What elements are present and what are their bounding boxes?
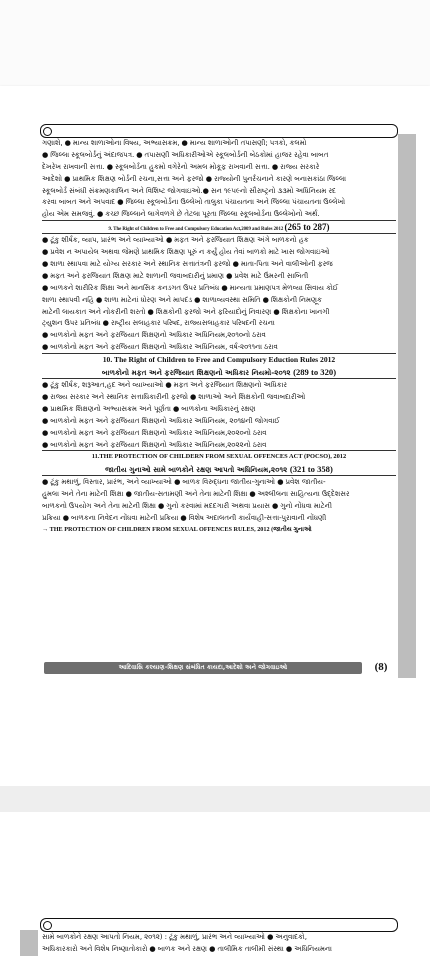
page-number: (8) — [374, 661, 388, 673]
section-title-9 — [42, 221, 396, 233]
index-line: હુમલા અને તેના માટેની શિક્ષા ● જાતીય-સતામણી અને તેના માટેની શિક્ષા ● અશ્લીલના સાહિત્યના ઉદ્દેશસર — [42, 489, 350, 499]
index-line: ● બાળકોનો મફત અને ફરજિયાત શિક્ષણનો અધિકાર અધિનિયમ, વર્ષ-૨૦૧૧ના ઠરાવ — [42, 342, 278, 352]
page-content — [42, 137, 396, 536]
index-line: ● ટૂંકુ શીર્ષક, વ્યાપ, પ્રારંભ અને વ્યાખ્યાઓ ● મફત અને ફરજિયાત શિક્ષણ અંગે બાળકનો હક — [42, 235, 309, 245]
index-line: દેખરેખ રાખવાની સત્તા. ● સ્કૂલબોર્ડના હુકમો વગેરેનો અમલ મોકૂફ રાખવાની સત્તા. ● રાજ્ય સરકારે — [42, 161, 320, 171]
index-line: કરવા બાબત અને અપવાદ ● જિલ્લા સ્કૂલબોર્ડના ઉલ્લેખો તાલુકા પંચાયતના અને જિલ્લા પંચાયતના ઉલ્લેખો — [42, 197, 346, 207]
section-subtitle-text: બાળકોનો મફત અને ફરજિયાત શિક્ષણનો અધિકાર નિયમો-૨૦૧૨ — [101, 368, 291, 378]
section-subtitle-text: જાતીય ગુનાઓ સામે બાળકોને રક્ષણ આપતો અધિનિયમ,૨૦૧૨ — [105, 465, 288, 475]
index-line: ● મફત અને ફરજિયાત શિક્ષણ માટે શાળાની જવાબદારીનું પ્રમાણ ● પ્રવેશ માટે ઉંમરની સાબિતી — [42, 270, 309, 280]
index-line: ● પ્રાથમિક શિક્ષણનો અભ્યાસક્રમ અને પૂર્ણતા ● બાળકોના અધિકારનું રક્ષણ — [42, 403, 256, 413]
index-line: ● બાળકોનો મફત અને ફરજિયાત શિક્ષણનો અધિકાર અધિનિયમ,૨૦૨૦નો ઠરાવ — [42, 427, 267, 437]
index-line: ● બાળકને શારીરિક શિક્ષા અને માનસિક કનડગત ઉપર પ્રતિબંધ ● માન્યતા પ્રમાણપત્ર મેળવ્યા સિવાય કોઈ — [42, 282, 339, 292]
scroll-ornament — [40, 124, 398, 138]
index-line: ● ટૂંકુ મથાળું, વિસ્તાર, પ્રારંભ, અને વ્યાખ્યાઓ ● બાળક વિરુદ્ધના જાતીય-ગુનાઓ ● પ્રવેશ જાતીય- — [42, 477, 326, 487]
section-pages: (321 to 358) — [289, 464, 333, 475]
scroll-ornament-next — [40, 918, 398, 932]
page-gap — [0, 786, 430, 812]
index-line: ● બાળકોનો મફત અને ફરજિયાત શિક્ષણનો અધિકાર અધિનિયમ,૨૦૧૦નો ઠરાવ — [42, 330, 266, 340]
next-page-content — [42, 931, 396, 955]
section-title-10: 10. The Right of Children to Free and Compulsory Eduction Rules 2012 — [102, 355, 336, 365]
index-line: સામે બાળકોને રક્ષણ આપતો નિયમ, ૨૦૧૨) : ટૂંકુ મથાળું, પ્રારંભ અને વ્યાખ્યાઓ ● અનુવાદકો, — [42, 932, 307, 941]
footer-banner: આદિવાસિ કલ્યાણ-શિક્ષણ સંબંધિત કાયદા,આદેશો અને જોગવાઇઓ — [44, 662, 362, 674]
section-pages: (289 to 320) — [293, 367, 337, 378]
index-line: ● બાળકોનો મફત અને ફરજિયાત શિક્ષણનો અધિકાર અધિનિયમ, ૨૦૧૪ની જોગવાઈ — [42, 415, 280, 425]
index-block-a — [42, 137, 396, 220]
side-bar-decoration — [398, 134, 416, 678]
section-pages: (265 to 287) — [284, 222, 330, 233]
index-line: ● શાળા સ્થાપવા માટે યોગ્ય સરકાર અને સ્થાનિક સત્તાતંત્રની ફરજો ● માતા-પિતા અને વાલીઓની ફરજ — [42, 259, 333, 269]
side-bar-decoration-next — [20, 930, 38, 956]
index-line: ટ્યુશન ઉપર પ્રતિબંધ ● રાષ્ટ્રીય સલાહકાર પરિષદ, રાજ્યસલાહકાર પરિષદની રચના — [42, 318, 275, 328]
index-block-b — [42, 234, 396, 353]
section-subtitle-11 — [42, 463, 396, 475]
index-line: માટેની લાયકાત અને નોકરીની શરતો ● શિક્ષકોની ફરજો અને ફરિયાદોનું નિવારણ ● શિક્ષકોના ખાનગી — [42, 306, 330, 316]
index-line: ● રાજ્ય સરકાર અને સ્થાનિક સત્તાધિકારીની ફરજો ● શાળાઓ અને શિક્ષકોની જવાબદારીઓ — [42, 392, 306, 402]
top-margin — [0, 0, 430, 86]
index-line: અધિકારકારો અને વિશેષ નિષ્ણાતોકારો ● બાળક અને રક્ષણ ● તાલીમિક તાલીમી સંસ્થા ● અધિનિયમના — [42, 943, 332, 953]
index-line: ● ટૂંકુ શીર્ષક, શરૂઆત,હદ અને વ્યાખ્યાઓ ● મફત અને ફરજિયાત શિક્ષણનો અધિકાર — [42, 380, 287, 390]
index-line: ● બાળકોનો મફત અને ફરજિયાત શિક્ષણનો અધિકાર અધિનિયમ,૨૦૨૨નો ઠરાવ — [42, 439, 267, 449]
index-line: આદેશો ● પ્રાથમિક શિક્ષણ બોર્ડની રચના,સત્તા અને ફરજો ● રાજ્યોની પુનર્રચનાને કારણે બનાસકાંઠા જિલ્લા — [42, 173, 347, 183]
index-line: શાળા સ્થાપવી નહિ ● શાળા માટેનાં ધોરણ અને માપદંડ ● શાળાવ્યવસ્થા સમિતિ ● શિક્ષકોની નિમણૂક — [42, 294, 322, 304]
index-line: બાળકનો ઉપયોગ અને તેના માટેની શિક્ષા ● ગુનો કરવામાં મદદગારી અથવા પ્રયાસ ● ગુનો નોંધવા માટેની — [42, 501, 332, 511]
section-title-text: 9. The Right of Children to Free and Compulsory Education Act,2009 and Rules 2012 — [108, 227, 284, 233]
index-line: પ્રક્રિયા ● બાળકના નિવેદન નોંધવા માટેની પ્રક્રિયા ● વિશેષ અદાલતની કાર્યવાહી-સત્તા-પુરાવાની નોંધણી — [42, 513, 327, 523]
index-line: ગણાશે, ● માન્ય શાળાઓના વિષય, અભ્યાસક્રમ, ● માન્ય શાળાઓની તપાસણી; પત્રકો, કલમો — [42, 138, 307, 147]
section-subtitle-10 — [42, 366, 396, 378]
index-line: હોય એમ સમજવું. ● કચ્છ જિલ્લાને લાગેવળગે છે તેટલા પૂરતા જિલ્લા સ્કૂલબોર્ડના ઉલ્લેખોનો અર્થ. — [42, 209, 320, 219]
rules-line: → THE PROTECTION OF CHILDREN FROM SEXUAL OFFENCES RULES, 2012 (જાતીય ગુનાઓ — [42, 526, 312, 534]
index-block-c — [42, 379, 396, 450]
index-line: સ્કૂલબોર્ડ સંબંધી સંક્રમણકાલિન અને વિશિષ્ટ જોગવાઇઓ.● સન ૧૯૫૯નો સૌરાષ્ટ્રનો ૩૩મો અધિનિયમ રદ — [42, 185, 336, 195]
section-title-11: 11.THE PROTECTION OF CHILDERN FROM SEXUAL OFFENCES ACT (POCSO), 2012 — [91, 453, 347, 461]
index-block-d — [42, 476, 396, 524]
index-line: ● પ્રવેશ ન અપાયેલ અથવા જેમણે પ્રાથમિક શિક્ષણ પૂરું ન કર્યું હોય તેવાં બાળકો માટે ખાસ જોગવાઇઓ — [42, 247, 330, 257]
index-line: ● જિલ્લા સ્કૂલબોર્ડનું અંદાજપત્ર. ● તપાસણી અધિકારીઓએ સ્કૂલબોર્ડની બેઠકોમાં હાજર રહેવા બાબત — [42, 149, 329, 159]
